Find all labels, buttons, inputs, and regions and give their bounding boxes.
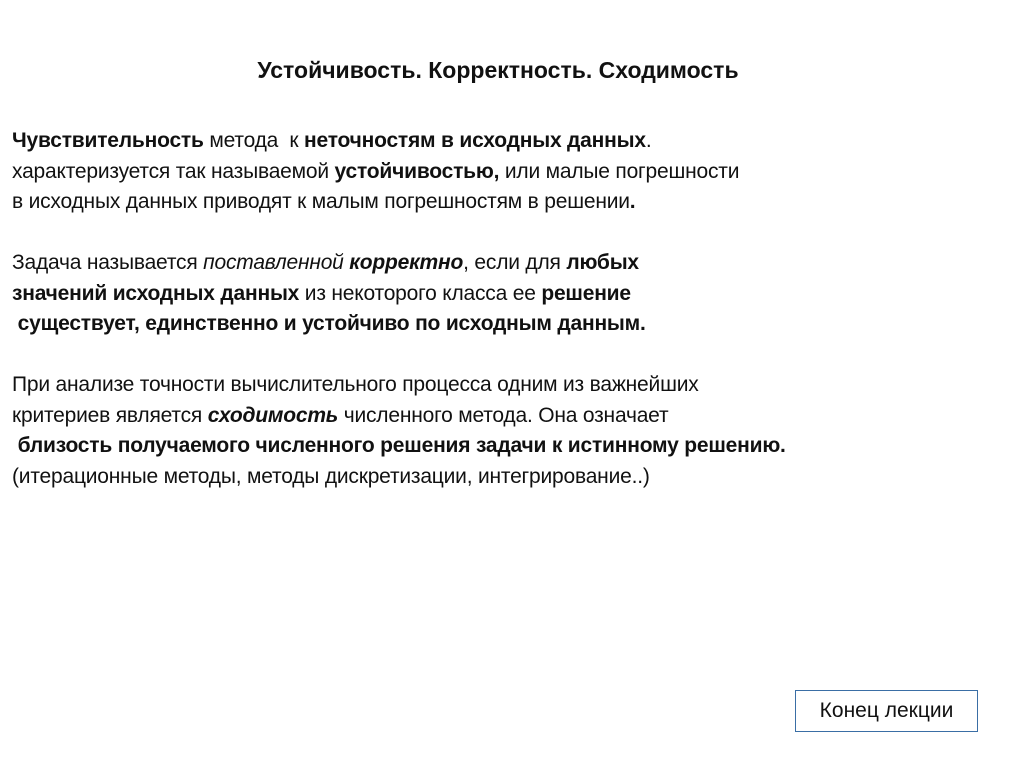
term-sensitivity: Чувствительность xyxy=(12,129,204,152)
convergence-line-3: близость получаемого численного решения задачи к истинному решению. xyxy=(12,434,786,457)
text-segment: , если для xyxy=(463,251,567,274)
convergence-line-4: (итерационные методы, методы дискретизации, интегрирование..) xyxy=(12,464,650,488)
term-any: любых xyxy=(566,251,639,274)
text-segment: Задача называется xyxy=(12,251,204,274)
convergence-paragraph xyxy=(12,370,1012,492)
stability-line-2 xyxy=(12,157,1012,188)
term-posed: поставленной xyxy=(203,251,350,274)
stability-paragraph xyxy=(12,126,1012,218)
slide-title: Устойчивость. Корректность. Сходимость xyxy=(257,57,739,83)
term-input-inaccuracy: неточностям в исходных данных xyxy=(304,129,646,152)
term-stability: устойчивостью, xyxy=(334,159,500,183)
stability-line-3 xyxy=(12,187,1012,218)
text-segment: характеризуется так называемой xyxy=(12,159,335,183)
end-lecture-button[interactable]: Конец лекции xyxy=(795,690,978,732)
term-convergence: сходимость xyxy=(207,403,339,427)
text-segment: или малые погрешности xyxy=(499,159,740,183)
text-segment: в исходных данных приводят к малым погрешностям в решении xyxy=(12,190,630,213)
text-segment: . xyxy=(645,129,652,152)
stability-line-1 xyxy=(12,126,1012,157)
text-segment: метода к xyxy=(203,129,305,152)
correctness-paragraph xyxy=(12,248,1012,340)
term-correctly: корректно xyxy=(349,251,464,274)
correctness-line-3: существует, единственно и устойчиво по исходным данным. xyxy=(12,312,646,335)
text-segment: из некоторого класса ее xyxy=(299,281,542,305)
correctness-line-1 xyxy=(12,248,1012,279)
convergence-line-1: При анализе точности вычислительного процесса одним из важнейших xyxy=(12,373,699,396)
correctness-line-2 xyxy=(12,279,1012,310)
text-segment: . xyxy=(629,190,636,213)
term-input-values: значений исходных данных xyxy=(12,281,300,305)
term-solution: решение xyxy=(541,281,631,305)
convergence-line-2 xyxy=(12,401,1012,432)
text-segment: численного метода. Она означает xyxy=(338,403,669,427)
text-segment: критериев является xyxy=(12,403,208,427)
